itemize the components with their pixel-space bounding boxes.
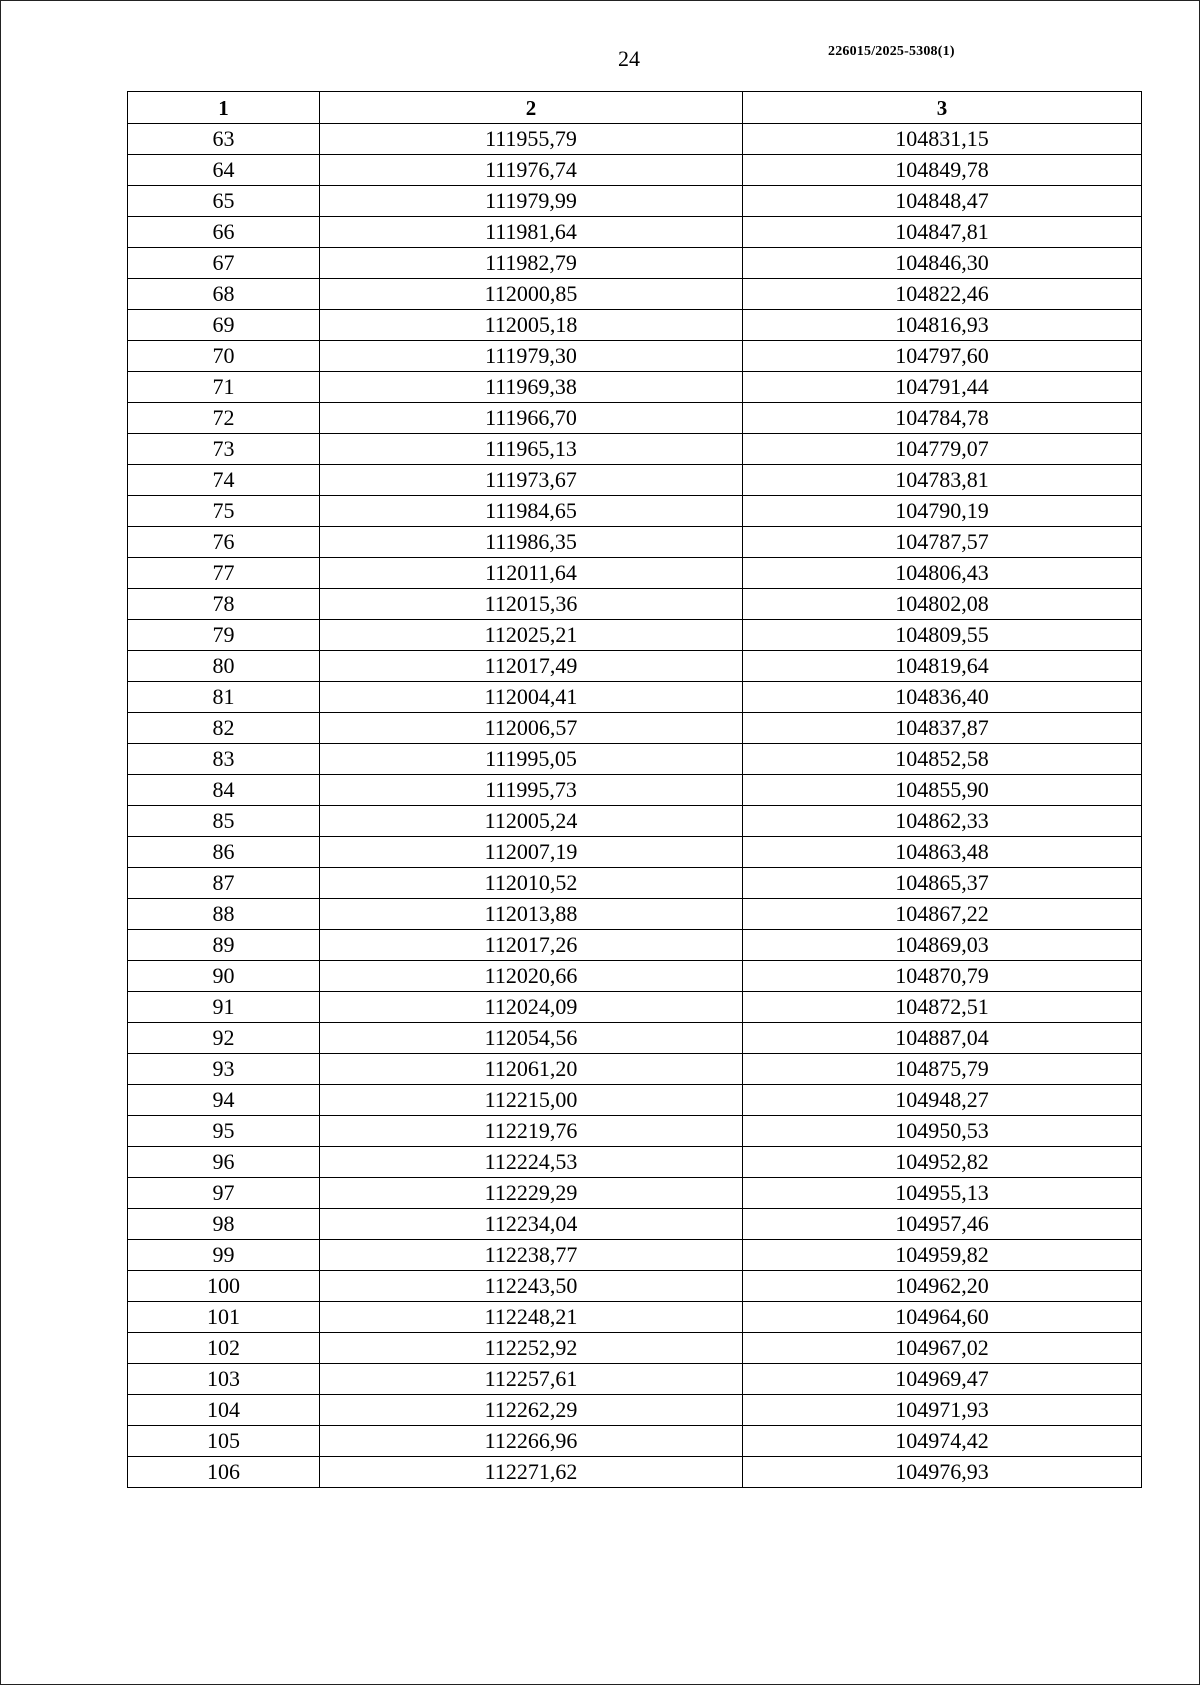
coordinate-y-cell: 104952,82: [743, 1147, 1142, 1178]
coordinate-y-cell: 104802,08: [743, 589, 1142, 620]
table-row: [128, 775, 1142, 806]
coordinate-x-cell: 112054,56: [320, 1023, 743, 1054]
coordinate-x-cell: 112229,29: [320, 1178, 743, 1209]
coordinate-x-cell: 112004,41: [320, 682, 743, 713]
point-number-cell: 79: [128, 620, 320, 651]
coordinate-y-cell: 104848,47: [743, 186, 1142, 217]
coordinate-x-cell: 112020,66: [320, 961, 743, 992]
coordinate-y-cell: 104837,87: [743, 713, 1142, 744]
coordinate-y-cell: 104836,40: [743, 682, 1142, 713]
coordinates-table: [127, 91, 1142, 1488]
point-number-cell: 95: [128, 1116, 320, 1147]
table-header-row: [128, 92, 1142, 124]
point-number-cell: 63: [128, 124, 320, 155]
point-number-cell: 70: [128, 341, 320, 372]
point-number-cell: 106: [128, 1457, 320, 1488]
coordinate-x-cell: 112243,50: [320, 1271, 743, 1302]
point-number-cell: 92: [128, 1023, 320, 1054]
table-row: [128, 279, 1142, 310]
column-header-3: 3: [743, 92, 1142, 124]
coordinate-x-cell: 112005,24: [320, 806, 743, 837]
table-row: [128, 155, 1142, 186]
point-number-cell: 78: [128, 589, 320, 620]
coordinate-x-cell: 112234,04: [320, 1209, 743, 1240]
point-number-cell: 71: [128, 372, 320, 403]
coordinate-x-cell: 112061,20: [320, 1054, 743, 1085]
point-number-cell: 84: [128, 775, 320, 806]
coordinate-y-cell: 104779,07: [743, 434, 1142, 465]
coordinate-y-cell: 104872,51: [743, 992, 1142, 1023]
table-row: [128, 868, 1142, 899]
coordinate-y-cell: 104950,53: [743, 1116, 1142, 1147]
coordinate-x-cell: 112017,49: [320, 651, 743, 682]
point-number-cell: 86: [128, 837, 320, 868]
point-number-cell: 103: [128, 1364, 320, 1395]
table-row: [128, 186, 1142, 217]
coordinate-x-cell: 112006,57: [320, 713, 743, 744]
coordinate-x-cell: 112224,53: [320, 1147, 743, 1178]
table-row: [128, 341, 1142, 372]
point-number-cell: 89: [128, 930, 320, 961]
coordinate-y-cell: 104784,78: [743, 403, 1142, 434]
coordinate-x-cell: 111984,65: [320, 496, 743, 527]
page-number: 24: [618, 46, 640, 71]
coordinate-y-cell: 104831,15: [743, 124, 1142, 155]
point-number-cell: 81: [128, 682, 320, 713]
point-number-cell: 105: [128, 1426, 320, 1457]
coordinate-y-cell: 104959,82: [743, 1240, 1142, 1271]
coordinate-y-cell: 104847,81: [743, 217, 1142, 248]
table-row: [128, 217, 1142, 248]
coordinate-x-cell: 111982,79: [320, 248, 743, 279]
coordinate-y-cell: 104822,46: [743, 279, 1142, 310]
coordinate-x-cell: 111966,70: [320, 403, 743, 434]
point-number-cell: 93: [128, 1054, 320, 1085]
point-number-cell: 68: [128, 279, 320, 310]
point-number-cell: 96: [128, 1147, 320, 1178]
coordinate-x-cell: 112262,29: [320, 1395, 743, 1426]
table-row: [128, 496, 1142, 527]
point-number-cell: 77: [128, 558, 320, 589]
table-row: [128, 1395, 1142, 1426]
coordinate-x-cell: 111995,73: [320, 775, 743, 806]
coordinate-x-cell: 111976,74: [320, 155, 743, 186]
point-number-cell: 82: [128, 713, 320, 744]
coordinate-y-cell: 104852,58: [743, 744, 1142, 775]
point-number-cell: 73: [128, 434, 320, 465]
point-number-cell: 91: [128, 992, 320, 1023]
table-row: [128, 589, 1142, 620]
point-number-cell: 94: [128, 1085, 320, 1116]
coordinate-x-cell: 112257,61: [320, 1364, 743, 1395]
table-row: [128, 620, 1142, 651]
table-row: [128, 1023, 1142, 1054]
coordinate-y-cell: 104797,60: [743, 341, 1142, 372]
table-body: [128, 124, 1142, 1488]
coordinate-x-cell: 112215,00: [320, 1085, 743, 1116]
coordinate-y-cell: 104849,78: [743, 155, 1142, 186]
point-number-cell: 65: [128, 186, 320, 217]
table-row: [128, 713, 1142, 744]
coordinate-y-cell: 104875,79: [743, 1054, 1142, 1085]
coordinate-x-cell: 112266,96: [320, 1426, 743, 1457]
point-number-cell: 90: [128, 961, 320, 992]
coordinate-y-cell: 104887,04: [743, 1023, 1142, 1054]
coordinate-y-cell: 104948,27: [743, 1085, 1142, 1116]
table-row: [128, 1364, 1142, 1395]
coordinate-x-cell: 112013,88: [320, 899, 743, 930]
table-row: [128, 1209, 1142, 1240]
coordinate-x-cell: 111979,99: [320, 186, 743, 217]
point-number-cell: 88: [128, 899, 320, 930]
coordinate-x-cell: 111965,13: [320, 434, 743, 465]
coordinate-y-cell: 104957,46: [743, 1209, 1142, 1240]
point-number-cell: 100: [128, 1271, 320, 1302]
column-header-2: 2: [320, 92, 743, 124]
coordinate-y-cell: 104783,81: [743, 465, 1142, 496]
point-number-cell: 67: [128, 248, 320, 279]
table-row: [128, 465, 1142, 496]
coordinate-y-cell: 104971,93: [743, 1395, 1142, 1426]
table-row: [128, 1116, 1142, 1147]
table-row: [128, 124, 1142, 155]
table-row: [128, 806, 1142, 837]
table-row: [128, 1178, 1142, 1209]
point-number-cell: 64: [128, 155, 320, 186]
table-row: [128, 1271, 1142, 1302]
point-number-cell: 102: [128, 1333, 320, 1364]
coordinate-y-cell: 104806,43: [743, 558, 1142, 589]
coordinate-x-cell: 111986,35: [320, 527, 743, 558]
coordinate-x-cell: 112271,62: [320, 1457, 743, 1488]
table-row: [128, 837, 1142, 868]
point-number-cell: 66: [128, 217, 320, 248]
coordinate-x-cell: 111981,64: [320, 217, 743, 248]
point-number-cell: 74: [128, 465, 320, 496]
coordinate-x-cell: 111969,38: [320, 372, 743, 403]
coordinate-y-cell: 104862,33: [743, 806, 1142, 837]
table-row: [128, 930, 1142, 961]
coordinate-x-cell: 112252,92: [320, 1333, 743, 1364]
point-number-cell: 80: [128, 651, 320, 682]
coordinate-x-cell: 111995,05: [320, 744, 743, 775]
coordinate-y-cell: 104969,47: [743, 1364, 1142, 1395]
coordinate-y-cell: 104790,19: [743, 496, 1142, 527]
coordinate-y-cell: 104865,37: [743, 868, 1142, 899]
coordinate-y-cell: 104787,57: [743, 527, 1142, 558]
table-row: [128, 310, 1142, 341]
coordinate-y-cell: 104955,13: [743, 1178, 1142, 1209]
point-number-cell: 69: [128, 310, 320, 341]
coordinate-x-cell: 111979,30: [320, 341, 743, 372]
coordinate-x-cell: 112024,09: [320, 992, 743, 1023]
coordinate-x-cell: 112017,26: [320, 930, 743, 961]
coordinate-y-cell: 104846,30: [743, 248, 1142, 279]
coordinate-x-cell: 112025,21: [320, 620, 743, 651]
coordinate-y-cell: 104976,93: [743, 1457, 1142, 1488]
coordinate-x-cell: 112010,52: [320, 868, 743, 899]
coordinate-x-cell: 112219,76: [320, 1116, 743, 1147]
coordinate-y-cell: 104816,93: [743, 310, 1142, 341]
coordinate-y-cell: 104819,64: [743, 651, 1142, 682]
table-row: [128, 961, 1142, 992]
point-number-cell: 75: [128, 496, 320, 527]
coordinate-x-cell: 112000,85: [320, 279, 743, 310]
point-number-cell: 104: [128, 1395, 320, 1426]
table-row: [128, 992, 1142, 1023]
point-number-cell: 87: [128, 868, 320, 899]
table-row: [128, 1240, 1142, 1271]
point-number-cell: 101: [128, 1302, 320, 1333]
coordinate-y-cell: 104974,42: [743, 1426, 1142, 1457]
coordinate-x-cell: 112238,77: [320, 1240, 743, 1271]
table-row: [128, 248, 1142, 279]
table-row: [128, 651, 1142, 682]
coordinate-y-cell: 104855,90: [743, 775, 1142, 806]
table-row: [128, 899, 1142, 930]
point-number-cell: 97: [128, 1178, 320, 1209]
coordinate-y-cell: 104863,48: [743, 837, 1142, 868]
table-row: [128, 1147, 1142, 1178]
coordinate-y-cell: 104791,44: [743, 372, 1142, 403]
table-row: [128, 558, 1142, 589]
coordinate-y-cell: 104809,55: [743, 620, 1142, 651]
table-row: [128, 527, 1142, 558]
coordinate-y-cell: 104962,20: [743, 1271, 1142, 1302]
coordinate-x-cell: 112005,18: [320, 310, 743, 341]
table-row: [128, 1426, 1142, 1457]
table-row: [128, 1457, 1142, 1488]
coordinate-y-cell: 104967,02: [743, 1333, 1142, 1364]
table-row: [128, 434, 1142, 465]
point-number-cell: 72: [128, 403, 320, 434]
coordinate-x-cell: 112007,19: [320, 837, 743, 868]
table-row: [128, 1333, 1142, 1364]
point-number-cell: 98: [128, 1209, 320, 1240]
table-row: [128, 403, 1142, 434]
table-row: [128, 1054, 1142, 1085]
coordinate-x-cell: 111955,79: [320, 124, 743, 155]
coordinate-y-cell: 104964,60: [743, 1302, 1142, 1333]
coordinate-y-cell: 104870,79: [743, 961, 1142, 992]
coordinate-x-cell: 112011,64: [320, 558, 743, 589]
table-row: [128, 1085, 1142, 1116]
column-header-1: 1: [128, 92, 320, 124]
table-row: [128, 744, 1142, 775]
coordinate-y-cell: 104867,22: [743, 899, 1142, 930]
coordinate-x-cell: 112248,21: [320, 1302, 743, 1333]
point-number-cell: 83: [128, 744, 320, 775]
table-row: [128, 372, 1142, 403]
coordinate-y-cell: 104869,03: [743, 930, 1142, 961]
point-number-cell: 99: [128, 1240, 320, 1271]
table-row: [128, 1302, 1142, 1333]
table-row: [128, 682, 1142, 713]
coordinate-x-cell: 111973,67: [320, 465, 743, 496]
coordinate-x-cell: 112015,36: [320, 589, 743, 620]
document-reference: 226015/2025-5308(1): [828, 44, 955, 59]
point-number-cell: 85: [128, 806, 320, 837]
point-number-cell: 76: [128, 527, 320, 558]
